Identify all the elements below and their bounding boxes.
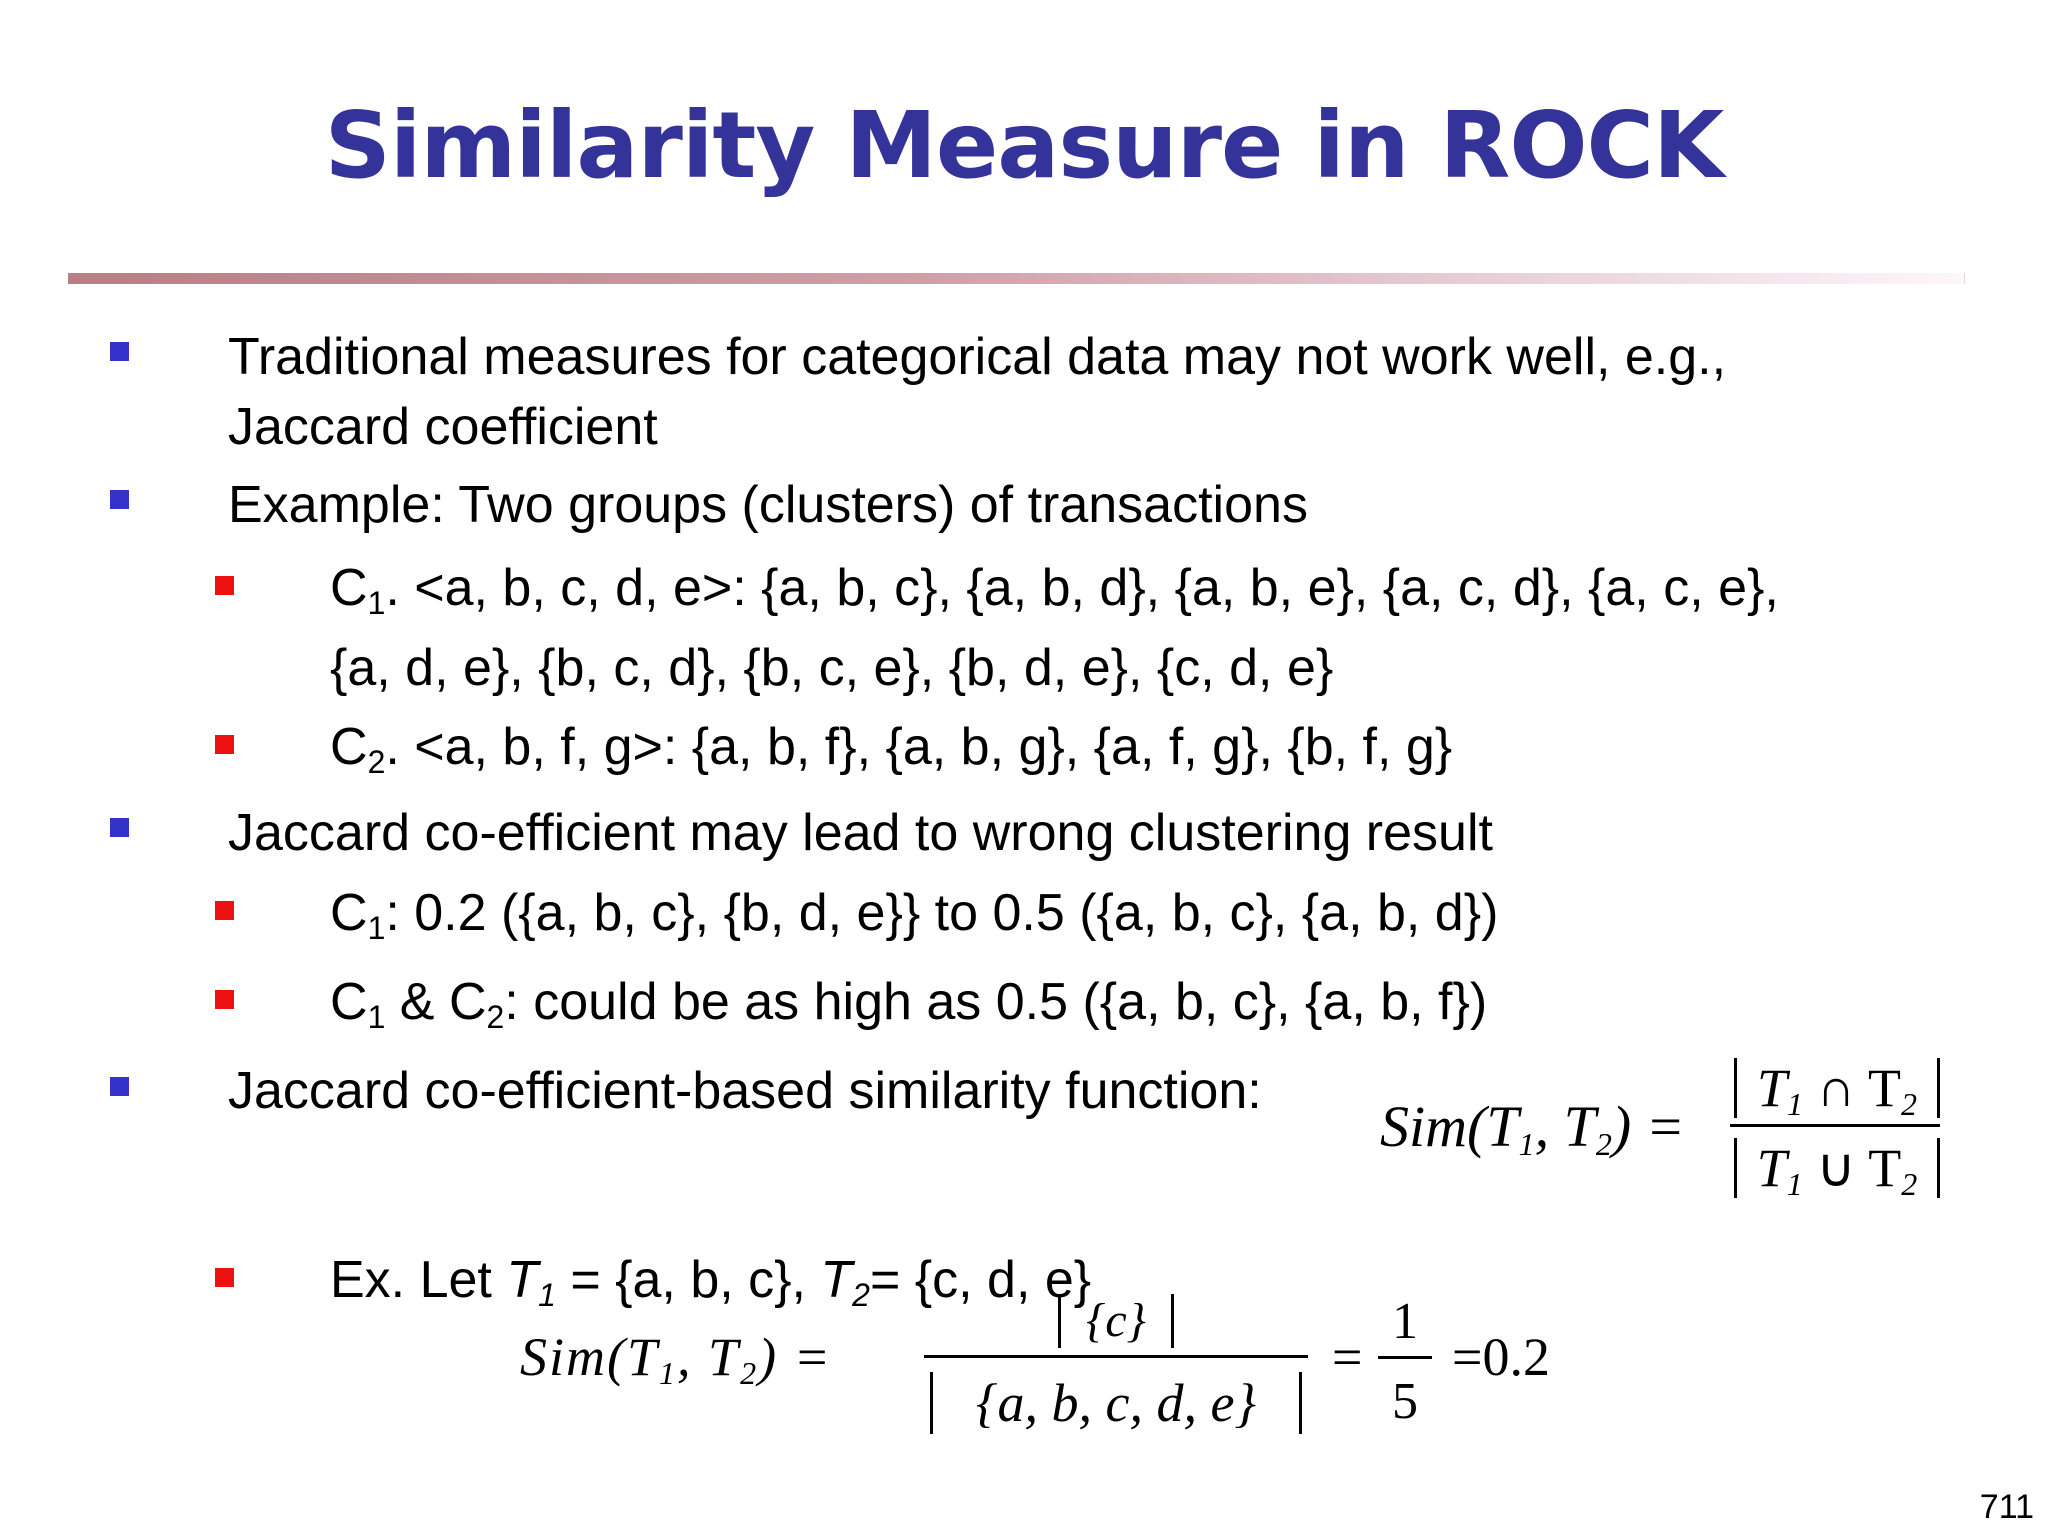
- level2-bullet: [215, 1268, 234, 1287]
- bullet-text: Jaccard co-efficient-based similarity function:: [228, 1062, 1262, 1120]
- example-result: =0.2: [1452, 1327, 1550, 1387]
- bullet-text: Jaccard co-efficient may lead to wrong clustering result: [228, 804, 1493, 862]
- sub-bullet-c1-c2: $C_1$ & $C_2$: could be as high as 0.5 ({a, b, c}, {a, b, f}): [330, 973, 1488, 1035]
- level2-bullet: [215, 990, 234, 1009]
- level1-bullet: [110, 342, 129, 361]
- sub-bullet-c1-transactions: [330, 553, 1980, 703]
- example-numerator-value: 1: [1392, 1293, 1418, 1350]
- example-numerator: {c}: [1058, 1294, 1174, 1348]
- example-denominator-value: 5: [1392, 1373, 1418, 1430]
- fraction-bar: [1730, 1124, 1940, 1127]
- level2-bullet: [215, 735, 234, 754]
- example-denominator: {a, b, c, d, e}: [930, 1372, 1302, 1434]
- bullet-text-cont: Jaccard coefficient: [228, 398, 658, 456]
- bullet-text: Traditional measures for categorical data may not work well, e.g.,: [228, 328, 1727, 386]
- example-lhs: $Sim(T_1$, $T_2$) =: [520, 1327, 832, 1391]
- bullet-example: [228, 470, 1948, 540]
- title-divider: [68, 273, 1965, 284]
- level1-bullet: [110, 490, 129, 509]
- slide-title: Similarity Measure in ROCK: [324, 92, 1724, 199]
- bullet-text: Example: Two groups (clusters) of transactions: [228, 476, 1308, 534]
- bullet-traditional-measures: [228, 322, 1948, 462]
- sub-bullet-example-sets: Ex. Let $T_1 = \{a$, b, c}, $T_2= \{c$, d, e}: [330, 1251, 1092, 1313]
- fraction-bar: [924, 1355, 1308, 1358]
- level1-bullet: [110, 1077, 129, 1096]
- sub-bullet-c1-range: $C_1$: 0.2 ({a, b, c}, {b, d, e}} to 0.5 ({a, b, c}, {a, b, d}): [330, 884, 1499, 946]
- formula-denominator: $T_1$ ∪ $T_2$: [1734, 1138, 1940, 1198]
- fraction-bar: [1378, 1356, 1432, 1359]
- formula-lhs: $Sim(T_1$, $T_2$) =: [1380, 1094, 1685, 1162]
- level2-bullet: [215, 901, 234, 920]
- sub-bullet-text-cont: {a, d, e}, {b, c, d}, {b, c, e}, {b, d, e}, {c, d, e}: [330, 639, 1334, 697]
- bullet-similarity-function: [228, 1056, 1368, 1126]
- sub-bullet-c2-transactions: $C_2$. <a, b, f, g>: {a, b, f}, {a, b, g}, {a, f, g}, {b, f, g}: [330, 718, 1453, 780]
- formula-numerator: $T_1$ ∩ $T_2$: [1734, 1058, 1940, 1118]
- bullet-wrong-clustering: [228, 798, 1948, 868]
- sub-bullet-text: $C_1$. <a, b, c, d, e>: {a, b, c}, {a, b, d}, {a, b, e}, {a, c, d}, {a, c, e},: [330, 559, 1779, 621]
- example-equals: =: [1332, 1327, 1363, 1387]
- level1-bullet: [110, 818, 129, 837]
- level2-bullet: [215, 576, 234, 595]
- slide-number: 711: [1979, 1488, 2034, 1526]
